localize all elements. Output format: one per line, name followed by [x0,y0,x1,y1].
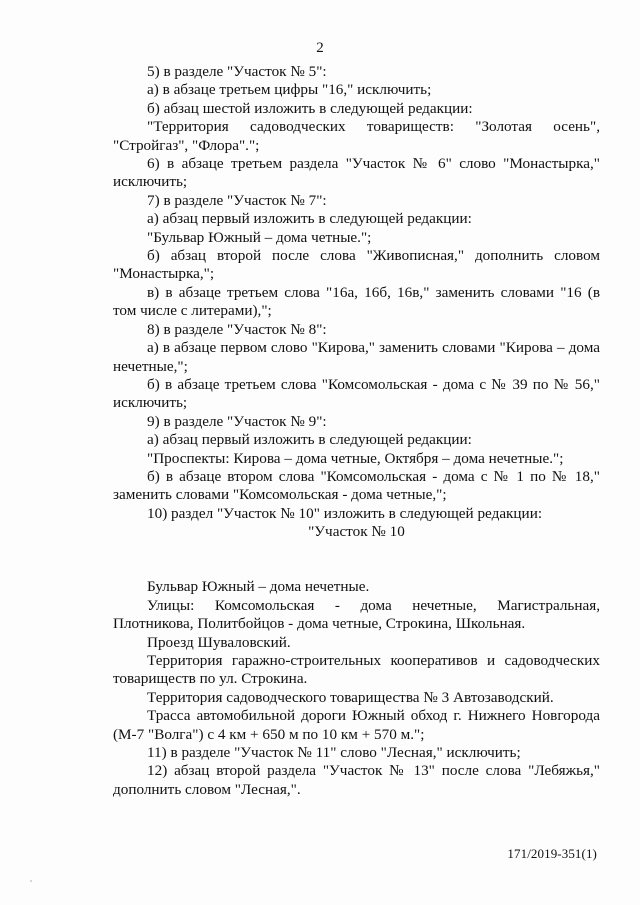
blank-line [113,542,600,560]
paragraph: 7) в разделе "Участок № 7": [147,191,327,209]
paragraph: "Территория садоводческих товариществ: "Золотая осень", "Стройгаз", "Флора"."; [113,118,600,154]
paragraph: б) в абзаце втором слова "Комсомольская - дома с № 1 по № 18," заменить словами "Комсомольская - дома четные,"; [113,467,600,504]
section-paragraph: Территория садоводческого товарищества № 3 Автозаводский. [147,688,554,706]
section-paragraph: Проезд Шуваловский. [147,633,291,651]
paragraph: 8) в разделе "Участок № 8": [147,320,327,338]
section-paragraph: 11) в разделе "Участок № 11" слово "Лесная," исключить; [147,744,521,761]
paragraph: а) в абзаце первом слово "Кирова," заменить словами "Кирова – дома нечетные,"; [113,339,600,375]
paragraph: а) абзац первый изложить в следующей редакции: [147,210,472,228]
paragraph: "Проспекты: Кирова – дома четные, Октября – дома нечетные."; [147,449,564,467]
paragraph: б) абзац шестой изложить в следующей редакции: [147,99,473,117]
section-paragraph: Трасса автомобильной дороги Южный обход г. Нижнего Новгорода (М-7 "Волга") с 4 км + 650 м по 10 км + 570 м."; [113,707,600,743]
paragraph: в) в абзаце третьем слова "16а, 16б, 16в," заменить словами "16 (в том числе с литерами),"; [113,283,600,320]
section-heading: "Участок № 10 [308,523,405,541]
section-paragraph: Бульвар Южный – дома нечетные. [147,578,370,596]
paragraph: 5) в разделе "Участок № 5": [147,63,327,80]
section-paragraph: 12) абзац второй раздела "Участок № 13" после слова "Лебяжья," дополнить словом "Лесная,". [113,762,600,798]
section-paragraph: Улицы: Комсомольская - дома нечетные, Магистральная, Плотникова, Политбойцов - дома четные, Строкина, Школьная. [113,596,600,633]
paragraph: а) в абзаце третьем цифры "16," исключить; [147,81,432,99]
paragraph: б) в абзаце третьем слова "Комсомольская - дома с № 39 по № 56," исключить; [113,375,600,412]
paragraph: 9) в разделе "Участок № 9": [147,412,327,430]
blank-line [113,560,600,578]
document-code: 171/2019-351(1) [507,846,597,861]
scan-speck [30,880,32,882]
section-paragraph: Территория гаражно-строительных кооперативов и садоводческих товариществ по ул. Строкина. [113,651,600,688]
paragraph: 10) раздел "Участок № 10" изложить в следующей редакции: [147,504,543,522]
paragraph: а) абзац первый изложить в следующей редакции: [147,431,472,449]
page-number: 2 [316,40,324,56]
paragraph: "Бульвар Южный – дома четные."; [147,228,372,246]
paragraph: 6) в абзаце третьем раздела "Участок № 6" слово "Монастырка," исключить; [113,155,600,191]
document-body [113,63,600,799]
paragraph: б) абзац второй после слова "Живописная," дополнить словом "Монастырка,"; [113,247,600,283]
